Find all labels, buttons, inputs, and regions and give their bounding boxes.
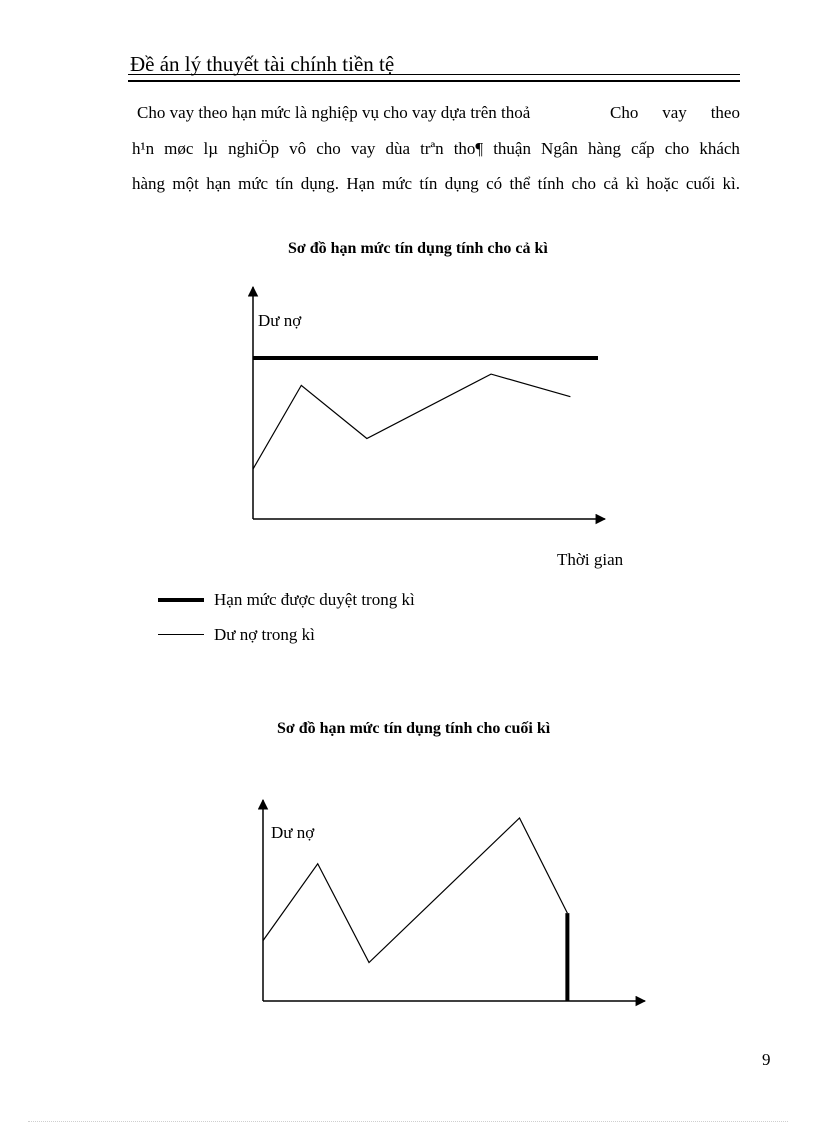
paragraph-word: cho [664, 139, 690, 158]
paragraph-word: thể [509, 174, 531, 193]
paragraph-word: tính [537, 174, 565, 193]
paragraph-word: cấp [631, 139, 655, 158]
chart1-y-label: Dư nợ [258, 311, 302, 330]
legend-item-balance [158, 617, 415, 652]
legend-thin-line-icon [158, 634, 204, 635]
paragraph-word: Hạn [346, 174, 375, 193]
paragraph-word: trªn [420, 139, 444, 158]
chart1-x-label: Thời gian [557, 550, 624, 569]
paragraph-word: thuận [493, 139, 531, 158]
paragraph-word: dụng [444, 174, 479, 193]
paragraph-word: cho [571, 174, 596, 193]
paragraph-word: vay [662, 103, 687, 122]
page-number: 9 [762, 1050, 771, 1069]
paragraph-word: tín [275, 174, 294, 193]
chart2 [263, 800, 645, 1001]
chart2-title: Sơ đồ hạn mức tín dụng tính cho cuối kì [277, 720, 551, 737]
paragraph-word: một [172, 174, 199, 193]
chart1-title: Sơ đồ hạn mức tín dụng tính cho cả kì [288, 240, 548, 257]
paragraph-word: Ngân [541, 139, 578, 158]
paragraph-word: lµ [203, 139, 219, 158]
paragraph-word: møc [164, 139, 194, 158]
legend-item-limit [158, 582, 415, 617]
paragraph-word: hoặc [646, 174, 679, 193]
paragraph-word: vô [289, 139, 307, 158]
footer-rule [28, 1121, 788, 1122]
paragraph-word: cho [316, 139, 341, 158]
paragraph-word: dụng. [300, 174, 340, 193]
paragraph-word: có [486, 174, 503, 193]
legend-label-limit: Hạn mức được duyệt trong kì [214, 589, 415, 609]
header-title: Đề án lý thuyết tài chính tiền tệ [130, 52, 395, 76]
paragraph-word: hàng [132, 174, 166, 193]
paragraph-word: khách [699, 139, 740, 158]
paragraph-word: Cho [610, 103, 639, 122]
paragraph-word: h¹n [132, 139, 155, 158]
paragraph-word: vay [350, 139, 376, 158]
paragraph-word: mức [382, 174, 413, 193]
chart1 [253, 287, 624, 569]
paragraph-word: tín [419, 174, 438, 193]
paragraph-word: mức [238, 174, 269, 193]
paragraph-word: theo [710, 103, 740, 122]
paragraph-word: hạn [206, 174, 231, 193]
paragraph-word: cuối [685, 174, 716, 193]
legend-thick-line-icon [158, 598, 204, 602]
chart1-legend [158, 582, 415, 652]
paragraph-word: tho¶ [453, 139, 484, 158]
paragraph-word: kì. [722, 174, 740, 193]
paragraph-word: dùa [385, 139, 410, 158]
paragraph-word: kì [625, 174, 640, 193]
legend-label-balance: Dư nợ trong kì [214, 624, 315, 644]
paragraph-word: nghiÖp [228, 139, 280, 158]
paragraph-line-1: Cho vay theo hạn mức là nghiệp vụ cho vay dựa trên thoả [137, 103, 531, 122]
paragraph-word: hàng [587, 139, 621, 158]
chart1-series-1-line [253, 374, 570, 469]
paragraph-word: cả [603, 174, 619, 193]
chart2-y-label: Dư nợ [271, 823, 315, 842]
